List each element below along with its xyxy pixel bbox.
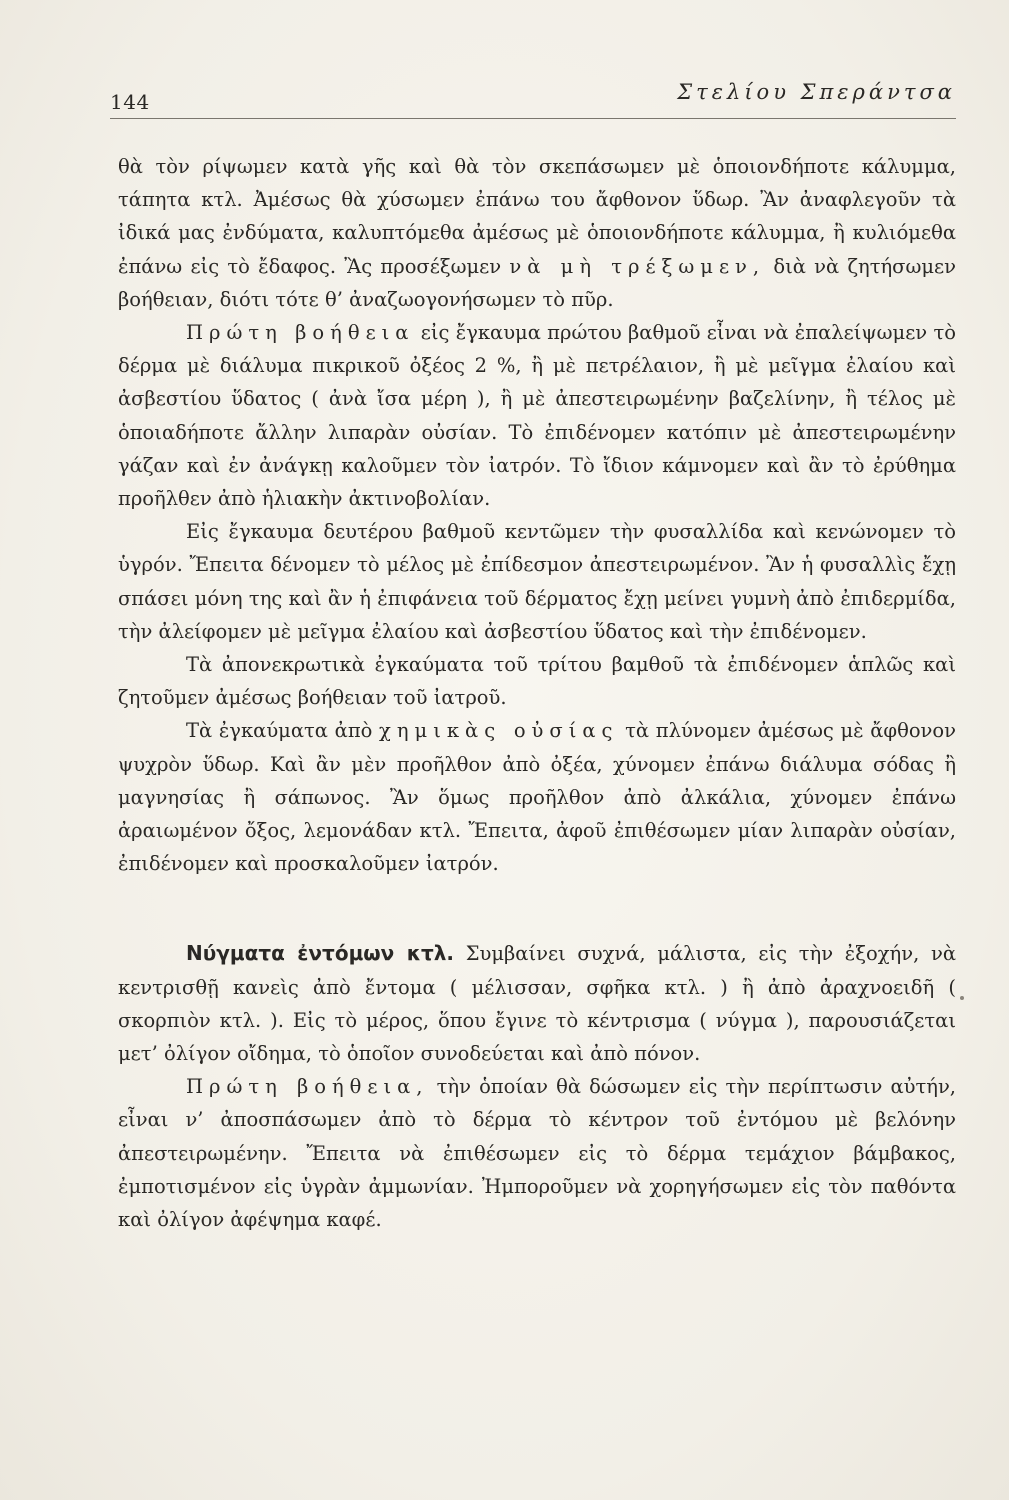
- emphasis-spaced: χημικὰς οὐσίας: [379, 719, 619, 743]
- page-header: [110, 72, 956, 112]
- page-number: 144: [110, 90, 150, 114]
- paragraph-text: Συμβαίνει συχνά, μάλιστα, εἰς τὴν ἐξοχήν, νὰ κεντρισθῇ κανεὶς ἀπὸ ἔντομα ( μέλισσαν, σφῆκα κτλ. ) ἢ ἀπὸ ἀραχνοειδῆ ( σκορπιὸν κτλ. ). Εἰς τὸ μέρος, ὅπου ἔγινε τὸ κέντρισμα ( νύγμα ), παρουσιάζεται μετ’ ὀλίγον οἴδημα, τὸ ὁποῖον συνοδεύεται καὶ ἀπὸ πόνον.: [118, 942, 957, 1066]
- paragraph-text: τὴν ὁποίαν θὰ δώσωμεν εἰς τὴν περίπτωσιν αὐτήν, εἶναι ν’ ἀποσπάσωμεν ἀπὸ τὸ δέρμα τὸ κέντρον τοῦ ἐντόμου μὲ βελόνην ἀπεστειρωμένην. Ἔπειτα νὰ ἐπιθέσωμεν εἰς τὸ δέρμα τεμάχιον βάμβακος, ἐμποτισμένον εἰς ὑγρὰν ἀμμωνίαν. Ἠμποροῦμεν νὰ χορηγήσωμεν εἰς τὸν παθόντα καὶ ὀλίγον ἀφέψημα καφέ.: [118, 1075, 957, 1232]
- paragraph-fire-clothing: [118, 150, 956, 316]
- paragraph-text: Τὰ ἐγκαύματα ἀπὸ: [186, 719, 380, 743]
- emphasis-spaced: Πρώτη βοήθεια: [186, 321, 415, 345]
- header-rule: [110, 118, 956, 119]
- paragraph-text: τὰ πλύνομεν ἀμέσως μὲ ἄφθονον ψυχρὸν ὕδωρ. Καὶ ἂν μὲν προῆλθον ἀπὸ ὀξέα, χύνομεν ἐπάνω διάλυμα σόδας ἢ μαγνησίας ἢ σάπωνος. Ἂν ὅμως προῆλθον ἀπὸ ἀλκάλια, χύνομεν ἐπάνω ἀραιωμένον ὄξος, λεμονάδαν κτλ. Ἔπειτα, ἀφοῦ ἐπιθέσωμεν μίαν λιπαρὰν οὐσίαν, ἐπιδένομεν καὶ προσκαλοῦμεν ἰατρόν.: [118, 719, 957, 876]
- section-spacer: [118, 880, 956, 937]
- running-head: Στελίου Σπεράντσα: [677, 80, 956, 104]
- paragraph-text: εἰς ἔγκαυμα πρώτου βαθμοῦ εἶναι νὰ ἐπαλείψωμεν τὸ δέρμα μὲ διάλυμα πικρικοῦ ὀξέος 2 %, ἢ μὲ πετρέλαιον, ἢ μὲ μεῖγμα ἐλαίου καὶ ἀσβεστίου ὕδατος ( ἀνὰ ἴσα μέρη ), ἢ μὲ ἀπεστειρωμένην βαζελίνην, ἢ τέλος μὲ ὁποιαδήποτε ἄλλην λιπαρὰν οὐσίαν. Τὸ ἐπιδένομεν κατόπιν μὲ ἀπεστειρωμένην γάζαν καὶ ἐν ἀνάγκῃ καλοῦμεν τὸν ἰατρόν. Τὸ ἴδιον κάμνομεν καὶ ἂν τὸ ἐρύθημα προῆλθεν ἀπὸ ἡλιακὴν ἀκτινοβολίαν.: [118, 321, 956, 511]
- emphasis-spaced: Πρώτη βοήθεια,: [186, 1075, 429, 1099]
- section-title: Νύγματα ἐντόμων κτλ.: [186, 941, 454, 966]
- body-text: [118, 150, 956, 1236]
- paragraph-sting-first-aid: [118, 1070, 956, 1236]
- paragraph-first-degree-burn: [118, 316, 956, 515]
- ink-speck: [960, 996, 964, 1000]
- paragraph-text: Εἰς ἔγκαυμα δευτέρου βαθμοῦ κεντῶμεν τὴν φυσαλλίδα καὶ κενώνομεν τὸ ὑγρόν. Ἔπειτα δένομεν τὸ μέλος μὲ ἐπίδεσμον ἀπεστειρωμένον. Ἂν ἡ φυσαλλὶς ἔχῃ σπάσει μόνη της καὶ ἂν ἡ ἐπιφάνεια τοῦ δέρματος ἔχῃ μείνει γυμνὴ ἀπὸ ἐπιδερμίδα, τὴν ἀλείφομεν μὲ μεῖγμα ἐλαίου καὶ ἀσβεστίου ὕδατος καὶ τὴν ἐπιδένομεν.: [118, 520, 956, 643]
- paragraph-third-degree-burn: [118, 648, 956, 714]
- paragraph-second-degree-burn: [118, 515, 956, 648]
- emphasis-spaced: νὰ μὴ τρέξωμεν,: [509, 254, 766, 278]
- paragraph-insect-stings: [118, 937, 956, 1070]
- paragraph-text: Τὰ ἀπονεκρωτικὰ ἐγκαύματα τοῦ τρίτου βαμθοῦ τὰ ἐπιδένομεν ἁπλῶς καὶ ζητοῦμεν ἀμέσως βοήθειαν τοῦ ἰατροῦ.: [118, 653, 956, 710]
- paragraph-chemical-burn: [118, 714, 956, 880]
- paragraph-text: διὰ νὰ ζητήσωμεν βοήθειαν, διότι τότε θ’ ἀναζωογονήσωμεν τὸ πῦρ.: [118, 254, 957, 311]
- paragraph-text: θὰ τὸν ρίψωμεν κατὰ γῆς καὶ θὰ τὸν σκεπάσωμεν μὲ ὁποιονδήποτε κάλυμμα, τάπητα κτλ. Ἀμέσως θὰ χύσωμεν ἐπάνω του ἄφθονον ὕδωρ. Ἂν ἀναφλεγοῦν τὰ ἰδικά μας ἐνδύματα, καλυπτόμεθα ἀμέσως μὲ ὁποιονδήποτε κάλυμμα, ἢ κυλιόμεθα ἐπάνω εἰς τὸ ἔδαφος. Ἂς προσέξωμεν: [118, 155, 956, 278]
